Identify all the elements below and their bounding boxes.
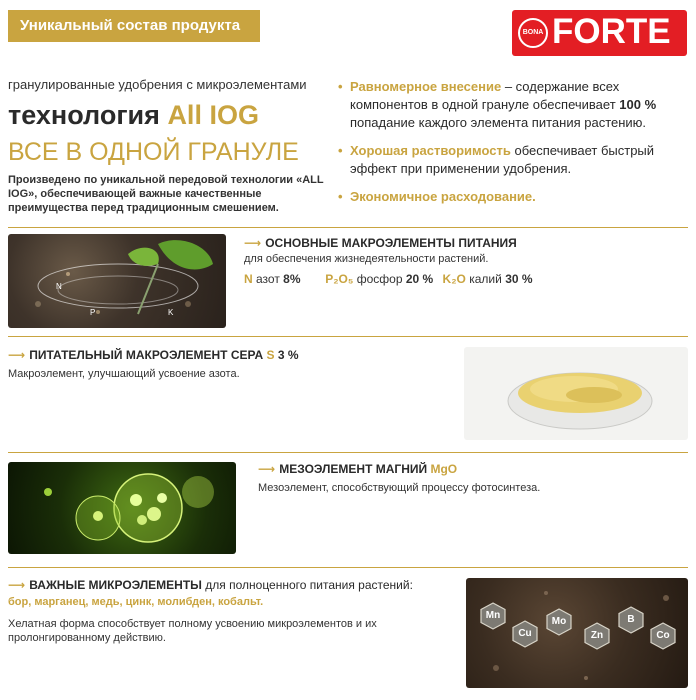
- micro-title-text: ВАЖНЫЕ МИКРОЭЛЕМЕНТЫ: [29, 578, 202, 592]
- bullet-dot-icon: •: [338, 189, 343, 204]
- section-badge: Уникальный состав продукта: [8, 10, 260, 42]
- benefit-item-economy: [338, 188, 688, 206]
- technology-name: All IOG: [167, 100, 259, 130]
- divider: [8, 227, 688, 228]
- n-value: 8%: [283, 272, 301, 286]
- hex-cu-icon: Cu: [512, 620, 538, 648]
- p-symbol: P₂O₅: [325, 272, 354, 286]
- benefit-text: обеспечивает быстрый эффект при применении удобрения.: [350, 143, 655, 176]
- plant-cells-image: [8, 462, 236, 554]
- micro-title: [8, 578, 413, 592]
- n-symbol: N: [244, 272, 253, 286]
- macro-title-text: ОСНОВНЫЕ МАКРОЭЛЕМЕНТЫ ПИТАНИЯ: [265, 236, 517, 250]
- micro-list: бор, марганец, медь, цинк, молибден, кобальт.: [8, 596, 264, 608]
- macro-title: [244, 236, 517, 250]
- benefit-bold: 100 %: [619, 97, 657, 112]
- magnesium-title-text: МЕЗОЭЛЕМЕНТ МАГНИЙ: [279, 462, 428, 476]
- arrow-icon: ⟶: [258, 462, 276, 476]
- magnesium-symbol: MgO: [430, 462, 458, 476]
- intro-subtitle: гранулированные удобрения с микроэлементами: [8, 77, 307, 92]
- soil-seedling-image: [8, 234, 226, 328]
- technology-heading: [8, 100, 259, 131]
- benefit-text: – содержание всех компонентов в одной грануле обеспечивает: [350, 79, 620, 112]
- sulfur-value: 3 %: [277, 348, 299, 362]
- divider: [8, 567, 688, 568]
- micro-title-tail: для полноценного питания растений:: [205, 578, 413, 592]
- chloroplast-illustration: [8, 462, 236, 554]
- soil-seedling-illustration: [8, 234, 226, 328]
- k-value: 30 %: [505, 272, 533, 286]
- magnesium-title: [258, 462, 457, 476]
- sulfur-title: [8, 348, 299, 362]
- bullet-dot-icon: •: [338, 79, 343, 94]
- divider: [8, 336, 688, 337]
- sulfur-title-text: ПИТАТЕЛЬНЫЙ МАКРОЭЛЕМЕНТ СЕРА: [29, 348, 264, 362]
- arrow-icon: ⟶: [244, 236, 262, 250]
- logo-forte-text: FORTE: [552, 12, 671, 51]
- produced-text: Произведено по уникальной передовой технологии «ALL IOG», обеспечивающей важные качественные преимущества перед традиционным смешением.: [8, 174, 324, 214]
- hex-b-icon: B: [618, 606, 644, 634]
- hex-mo-icon: Mo: [546, 608, 572, 636]
- macro-subtitle: для обеспечения жизнедеятельности растений.: [244, 253, 489, 265]
- petri-dish-illustration: [464, 347, 688, 440]
- micro-soil-image: [466, 578, 688, 688]
- micro-desc: Хелатная форма способствует полному усвоению микроэлементов и их пролонгированному действию.: [8, 618, 377, 644]
- p-value: 20 %: [405, 272, 434, 286]
- logo-bona-circle: BONA: [518, 18, 548, 48]
- soil-label-n: N: [56, 282, 62, 291]
- benefit-lead: Хорошая растворимость: [350, 143, 511, 158]
- benefits-list: [338, 78, 688, 216]
- soil-label-k: K: [168, 308, 174, 317]
- benefit-lead: Равномерное внесение: [350, 79, 502, 94]
- hex-mn-icon: Mn: [480, 602, 506, 630]
- all-in-one-heading: ВСЕ В ОДНОЙ ГРАНУЛЕ: [8, 138, 299, 166]
- sulfur-symbol: S: [266, 348, 275, 362]
- benefit-tail: попадание каждого элемента питания растению.: [350, 115, 647, 130]
- k-symbol: K₂O: [442, 272, 466, 286]
- divider: [8, 452, 688, 453]
- benefit-item-uniform: [338, 78, 688, 132]
- npk-values: [244, 272, 533, 286]
- k-name: калий: [469, 272, 502, 286]
- p-name: фосфор: [356, 272, 403, 286]
- n-name: азот: [256, 272, 280, 286]
- sulfur-desc: Макроэлемент, улучшающий усвоение азота.: [8, 368, 240, 380]
- benefit-item-solubility: [338, 142, 688, 178]
- hex-zn-icon: Zn: [584, 622, 610, 650]
- arrow-icon: ⟶: [8, 348, 26, 362]
- arrow-icon: ⟶: [8, 578, 26, 592]
- sulfur-powder-image: [464, 347, 688, 440]
- hex-co-icon: Co: [650, 622, 676, 650]
- technology-prefix: технология: [8, 100, 160, 130]
- soil-label-p: P: [90, 308, 96, 317]
- bona-forte-logo: [512, 10, 687, 56]
- benefit-lead: Экономичное расходование.: [350, 189, 536, 204]
- bullet-dot-icon: •: [338, 143, 343, 158]
- magnesium-desc: Мезоэлемент, способствующий процессу фотосинтеза.: [258, 482, 541, 494]
